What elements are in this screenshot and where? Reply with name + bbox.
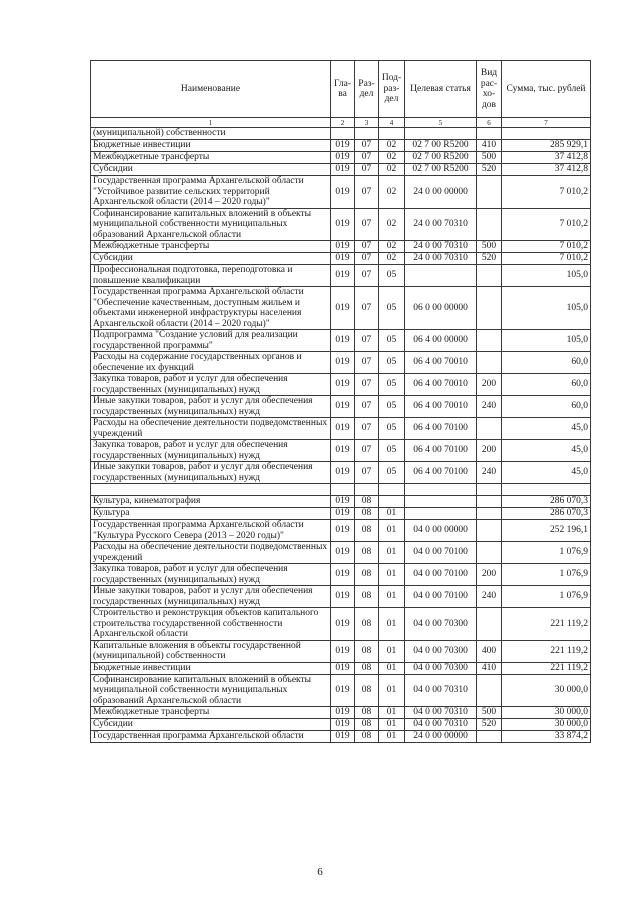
cell-glava: 019 <box>331 520 355 542</box>
cell-vid <box>477 731 502 743</box>
cell-vid <box>477 496 502 508</box>
cell-sum: 45,0 <box>502 418 591 440</box>
cell-glava: 019 <box>331 352 355 374</box>
table-row <box>91 542 591 564</box>
cell-podrazdel: 02 <box>379 241 405 253</box>
cell-vid <box>477 542 502 564</box>
table-row <box>91 674 591 707</box>
cell-razdel: 07 <box>355 164 379 176</box>
cell-glava: 019 <box>331 640 355 662</box>
cell-razdel: 08 <box>355 640 379 662</box>
cell-glava: 019 <box>331 418 355 440</box>
cell-razdel: 07 <box>355 152 379 164</box>
cell-sum: 30 000,0 <box>502 719 591 731</box>
cell-glava: 019 <box>331 674 355 707</box>
table-row <box>91 719 591 731</box>
cell-vid <box>477 352 502 374</box>
cell-sum: 286 070,3 <box>502 496 591 508</box>
cell-name: Закупка товаров, работ и услуг для обеспечения государственных (муниципальных) нужд <box>91 374 331 396</box>
cell-podrazdel: 01 <box>379 731 405 743</box>
cell-razdel: 08 <box>355 586 379 608</box>
cell-razdel: 07 <box>355 396 379 418</box>
cell-podrazdel: 01 <box>379 586 405 608</box>
cell-sum: 60,0 <box>502 396 591 418</box>
cell-target: 02 7 00 R5200 <box>405 140 477 152</box>
cell-razdel: 07 <box>355 287 379 330</box>
cell-target: 24 0 00 00000 <box>405 176 477 209</box>
cell-name: Строительство и реконструкция объектов капитального строительства государственной собственности Архангельской области <box>91 608 331 641</box>
cell-podrazdel <box>379 128 405 140</box>
cell-razdel: 07 <box>355 241 379 253</box>
cell-name: Подпрограмма "Создание условий для реализации государственной программы" <box>91 330 331 352</box>
column-number-row <box>91 118 591 128</box>
cell-podrazdel: 01 <box>379 520 405 542</box>
cell-glava <box>331 484 355 496</box>
table-row <box>91 176 591 209</box>
column-number: 1 <box>91 118 331 128</box>
cell-vid <box>477 128 502 140</box>
cell-razdel: 08 <box>355 520 379 542</box>
table-row <box>91 707 591 719</box>
header-glava: Гла-ва <box>331 61 355 118</box>
cell-podrazdel: 01 <box>379 674 405 707</box>
cell-razdel: 08 <box>355 564 379 586</box>
cell-target: 06 0 00 00000 <box>405 287 477 330</box>
cell-sum <box>502 128 591 140</box>
cell-name: Софинансирование капитальных вложений в объекты муниципальной собственности муниципальных образований Архангельской области <box>91 674 331 707</box>
cell-target: 02 7 00 R5200 <box>405 152 477 164</box>
cell-sum: 221 119,2 <box>502 608 591 641</box>
column-number: 3 <box>355 118 379 128</box>
cell-target: 06 4 00 70010 <box>405 352 477 374</box>
cell-glava: 019 <box>331 542 355 564</box>
cell-name: Иные закупки товаров, работ и услуг для обеспечения государственных (муниципальных) нужд <box>91 462 331 484</box>
header-razdel: Раз-дел <box>355 61 379 118</box>
cell-vid <box>477 265 502 287</box>
cell-sum <box>502 484 591 496</box>
table-row <box>91 662 591 674</box>
cell-sum: 7 010,2 <box>502 208 591 241</box>
table-row <box>91 330 591 352</box>
cell-target <box>405 265 477 287</box>
cell-target: 04 0 00 00000 <box>405 520 477 542</box>
cell-vid <box>477 508 502 520</box>
cell-podrazdel: 01 <box>379 564 405 586</box>
cell-sum: 45,0 <box>502 462 591 484</box>
cell-name: Софинансирование капитальных вложений в объекты муниципальной собственности муниципальных образований Архангельской области <box>91 208 331 241</box>
cell-glava: 019 <box>331 440 355 462</box>
cell-sum: 105,0 <box>502 265 591 287</box>
cell-podrazdel: 01 <box>379 640 405 662</box>
cell-name: Межбюджетные трансферты <box>91 241 331 253</box>
cell-glava: 019 <box>331 496 355 508</box>
cell-name: Бюджетные инвестиции <box>91 662 331 674</box>
cell-sum: 105,0 <box>502 287 591 330</box>
cell-name: Межбюджетные трансферты <box>91 707 331 719</box>
table-row <box>91 374 591 396</box>
cell-podrazdel: 02 <box>379 152 405 164</box>
cell-target: 04 0 00 70300 <box>405 640 477 662</box>
table-row <box>91 418 591 440</box>
cell-podrazdel: 01 <box>379 662 405 674</box>
cell-razdel: 08 <box>355 496 379 508</box>
column-number: 2 <box>331 118 355 128</box>
header-vid: Вид рас-хо-дов <box>477 61 502 118</box>
cell-glava: 019 <box>331 662 355 674</box>
cell-vid: 400 <box>477 640 502 662</box>
header-podrazdel: Под-раз-дел <box>379 61 405 118</box>
cell-sum: 60,0 <box>502 374 591 396</box>
table-row <box>91 164 591 176</box>
cell-glava: 019 <box>331 287 355 330</box>
cell-podrazdel: 05 <box>379 396 405 418</box>
cell-razdel: 08 <box>355 731 379 743</box>
cell-sum: 60,0 <box>502 352 591 374</box>
cell-glava: 019 <box>331 707 355 719</box>
cell-vid <box>477 287 502 330</box>
cell-vid: 200 <box>477 564 502 586</box>
cell-vid: 240 <box>477 396 502 418</box>
cell-glava: 019 <box>331 508 355 520</box>
cell-name: Закупка товаров, работ и услуг для обеспечения государственных (муниципальных) нужд <box>91 564 331 586</box>
cell-sum: 37 412,8 <box>502 164 591 176</box>
cell-sum: 33 874,2 <box>502 731 591 743</box>
cell-target: 06 4 00 70100 <box>405 440 477 462</box>
cell-target: 06 4 00 70100 <box>405 462 477 484</box>
cell-name: Субсидии <box>91 253 331 265</box>
header-name: Наименование <box>91 61 331 118</box>
cell-target <box>405 128 477 140</box>
cell-name: Капитальные вложения в объекты государственной (муниципальной) собственности <box>91 640 331 662</box>
cell-razdel <box>355 128 379 140</box>
cell-podrazdel: 05 <box>379 440 405 462</box>
column-number: 6 <box>477 118 502 128</box>
table-header <box>91 61 591 128</box>
table-row <box>91 484 591 496</box>
cell-target: 06 4 00 70010 <box>405 374 477 396</box>
cell-glava: 019 <box>331 564 355 586</box>
cell-vid: 200 <box>477 440 502 462</box>
cell-glava: 019 <box>331 164 355 176</box>
table-row <box>91 287 591 330</box>
cell-podrazdel: 02 <box>379 253 405 265</box>
table-row <box>91 462 591 484</box>
cell-razdel: 07 <box>355 253 379 265</box>
cell-podrazdel: 02 <box>379 208 405 241</box>
table-row <box>91 496 591 508</box>
cell-razdel: 08 <box>355 719 379 731</box>
cell-glava: 019 <box>331 462 355 484</box>
cell-podrazdel: 01 <box>379 542 405 564</box>
cell-sum: 221 119,2 <box>502 640 591 662</box>
cell-name: Субсидии <box>91 164 331 176</box>
cell-target: 06 4 00 70010 <box>405 396 477 418</box>
cell-name: Государственная программа Архангельской области "Обеспечение качественным, доступным жильем и объектами инженерной инфраструктуры населения Архангельской области (2014 – 2020 годы)" <box>91 287 331 330</box>
cell-podrazdel: 05 <box>379 287 405 330</box>
cell-razdel: 08 <box>355 707 379 719</box>
cell-glava: 019 <box>331 719 355 731</box>
cell-vid: 240 <box>477 462 502 484</box>
table-row <box>91 352 591 374</box>
cell-target: 06 4 00 70100 <box>405 418 477 440</box>
cell-glava: 019 <box>331 731 355 743</box>
cell-target: 04 0 00 70100 <box>405 586 477 608</box>
column-number: 4 <box>379 118 405 128</box>
cell-podrazdel: 05 <box>379 330 405 352</box>
cell-name: Расходы на обеспечение деятельности подведомственных учреждений <box>91 542 331 564</box>
cell-podrazdel: 02 <box>379 164 405 176</box>
cell-target: 04 0 00 70300 <box>405 662 477 674</box>
cell-vid <box>477 608 502 641</box>
cell-name: Иные закупки товаров, работ и услуг для обеспечения государственных (муниципальных) нужд <box>91 586 331 608</box>
cell-target: 24 0 00 70310 <box>405 208 477 241</box>
cell-razdel: 07 <box>355 265 379 287</box>
cell-sum: 45,0 <box>502 440 591 462</box>
cell-podrazdel: 01 <box>379 719 405 731</box>
cell-target <box>405 484 477 496</box>
cell-target: 04 0 00 70310 <box>405 674 477 707</box>
cell-glava: 019 <box>331 140 355 152</box>
cell-glava: 019 <box>331 152 355 164</box>
cell-podrazdel: 01 <box>379 508 405 520</box>
cell-vid: 410 <box>477 662 502 674</box>
cell-razdel: 08 <box>355 508 379 520</box>
table-row <box>91 253 591 265</box>
cell-glava: 019 <box>331 330 355 352</box>
cell-vid <box>477 330 502 352</box>
cell-sum: 7 010,2 <box>502 176 591 209</box>
cell-target: 02 7 00 R5200 <box>405 164 477 176</box>
cell-target: 24 0 00 00000 <box>405 731 477 743</box>
cell-vid: 500 <box>477 241 502 253</box>
cell-vid <box>477 484 502 496</box>
cell-glava: 019 <box>331 586 355 608</box>
header-sum: Сумма, тыс. рублей <box>502 61 591 118</box>
table-body <box>91 128 591 743</box>
cell-target: 24 0 00 70310 <box>405 241 477 253</box>
cell-sum: 1 076,9 <box>502 564 591 586</box>
cell-vid <box>477 208 502 241</box>
table-row <box>91 265 591 287</box>
cell-glava: 019 <box>331 208 355 241</box>
cell-razdel: 07 <box>355 418 379 440</box>
cell-vid: 500 <box>477 152 502 164</box>
cell-razdel <box>355 484 379 496</box>
cell-name: Государственная программа Архангельской области "Устойчивое развитие сельских территорий Архангельской области (2014 – 2020 годы)" <box>91 176 331 209</box>
cell-sum: 37 412,8 <box>502 152 591 164</box>
table-row <box>91 140 591 152</box>
table-row <box>91 241 591 253</box>
cell-podrazdel: 02 <box>379 176 405 209</box>
cell-target: 04 0 00 70100 <box>405 542 477 564</box>
cell-name: Бюджетные инвестиции <box>91 140 331 152</box>
cell-sum: 1 076,9 <box>502 586 591 608</box>
cell-glava: 019 <box>331 396 355 418</box>
cell-name: (муниципальной) собственности <box>91 128 331 140</box>
cell-name: Культура, кинематография <box>91 496 331 508</box>
cell-glava: 019 <box>331 253 355 265</box>
cell-name: Закупка товаров, работ и услуг для обеспечения государственных (муниципальных) нужд <box>91 440 331 462</box>
cell-vid: 500 <box>477 707 502 719</box>
cell-vid <box>477 520 502 542</box>
cell-podrazdel: 05 <box>379 265 405 287</box>
cell-vid <box>477 176 502 209</box>
cell-vid: 200 <box>477 374 502 396</box>
cell-podrazdel <box>379 484 405 496</box>
cell-razdel: 08 <box>355 662 379 674</box>
header-target: Целевая статья <box>405 61 477 118</box>
cell-vid: 520 <box>477 719 502 731</box>
cell-glava: 019 <box>331 374 355 396</box>
column-number: 5 <box>405 118 477 128</box>
cell-glava: 019 <box>331 608 355 641</box>
cell-podrazdel: 01 <box>379 608 405 641</box>
table-row <box>91 396 591 418</box>
cell-vid <box>477 418 502 440</box>
table-row <box>91 731 591 743</box>
table-row <box>91 440 591 462</box>
cell-sum: 30 000,0 <box>502 707 591 719</box>
cell-razdel: 07 <box>355 176 379 209</box>
cell-podrazdel: 01 <box>379 707 405 719</box>
cell-target: 24 0 00 70310 <box>405 253 477 265</box>
column-number: 7 <box>502 118 591 128</box>
cell-vid: 240 <box>477 586 502 608</box>
table-row <box>91 208 591 241</box>
cell-glava: 019 <box>331 265 355 287</box>
cell-razdel: 08 <box>355 608 379 641</box>
cell-target <box>405 496 477 508</box>
budget-table <box>90 60 591 743</box>
table-row <box>91 152 591 164</box>
cell-name: Субсидии <box>91 719 331 731</box>
cell-glava: 019 <box>331 176 355 209</box>
cell-razdel: 07 <box>355 208 379 241</box>
cell-sum: 7 010,2 <box>502 253 591 265</box>
cell-razdel: 08 <box>355 542 379 564</box>
cell-razdel: 07 <box>355 330 379 352</box>
cell-name: Расходы на обеспечение деятельности подведомственных учреждений <box>91 418 331 440</box>
cell-razdel: 07 <box>355 140 379 152</box>
cell-name: Государственная программа Архангельской области "Культура Русского Севера (2013 – 2020 годы)" <box>91 520 331 542</box>
cell-glava <box>331 128 355 140</box>
cell-podrazdel: 05 <box>379 418 405 440</box>
cell-razdel: 08 <box>355 674 379 707</box>
cell-name <box>91 484 331 496</box>
cell-vid: 520 <box>477 164 502 176</box>
cell-sum: 285 929,1 <box>502 140 591 152</box>
cell-razdel: 07 <box>355 374 379 396</box>
cell-target: 04 0 00 70310 <box>405 719 477 731</box>
cell-podrazdel <box>379 496 405 508</box>
cell-target: 06 4 00 00000 <box>405 330 477 352</box>
page-number: 6 <box>317 866 323 878</box>
table-row <box>91 564 591 586</box>
table-row <box>91 608 591 641</box>
cell-vid: 520 <box>477 253 502 265</box>
header-row <box>91 61 591 118</box>
cell-sum: 286 070,3 <box>502 508 591 520</box>
cell-razdel: 07 <box>355 352 379 374</box>
cell-sum: 7 010,2 <box>502 241 591 253</box>
cell-sum: 105,0 <box>502 330 591 352</box>
cell-razdel: 07 <box>355 440 379 462</box>
cell-name: Культура <box>91 508 331 520</box>
cell-podrazdel: 05 <box>379 462 405 484</box>
cell-name: Межбюджетные трансферты <box>91 152 331 164</box>
cell-sum: 30 000,0 <box>502 674 591 707</box>
cell-sum: 221 119,2 <box>502 662 591 674</box>
cell-name: Государственная программа Архангельской области <box>91 731 331 743</box>
cell-name: Расходы на содержание государственных органов и обеспечение их функций <box>91 352 331 374</box>
table-row <box>91 128 591 140</box>
cell-name: Иные закупки товаров, работ и услуг для обеспечения государственных (муниципальных) нужд <box>91 396 331 418</box>
cell-vid <box>477 674 502 707</box>
cell-target: 04 0 00 70300 <box>405 608 477 641</box>
cell-target: 04 0 00 70310 <box>405 707 477 719</box>
table-row <box>91 508 591 520</box>
cell-target: 04 0 00 70100 <box>405 564 477 586</box>
cell-podrazdel: 05 <box>379 352 405 374</box>
cell-podrazdel: 05 <box>379 374 405 396</box>
cell-name: Профессиональная подготовка, переподготовка и повышение квалификации <box>91 265 331 287</box>
cell-vid: 410 <box>477 140 502 152</box>
table-row <box>91 640 591 662</box>
cell-podrazdel: 02 <box>379 140 405 152</box>
cell-sum: 252 196,1 <box>502 520 591 542</box>
table-row <box>91 586 591 608</box>
cell-razdel: 07 <box>355 462 379 484</box>
cell-glava: 019 <box>331 241 355 253</box>
table-row <box>91 520 591 542</box>
cell-sum: 1 076,9 <box>502 542 591 564</box>
cell-target <box>405 508 477 520</box>
